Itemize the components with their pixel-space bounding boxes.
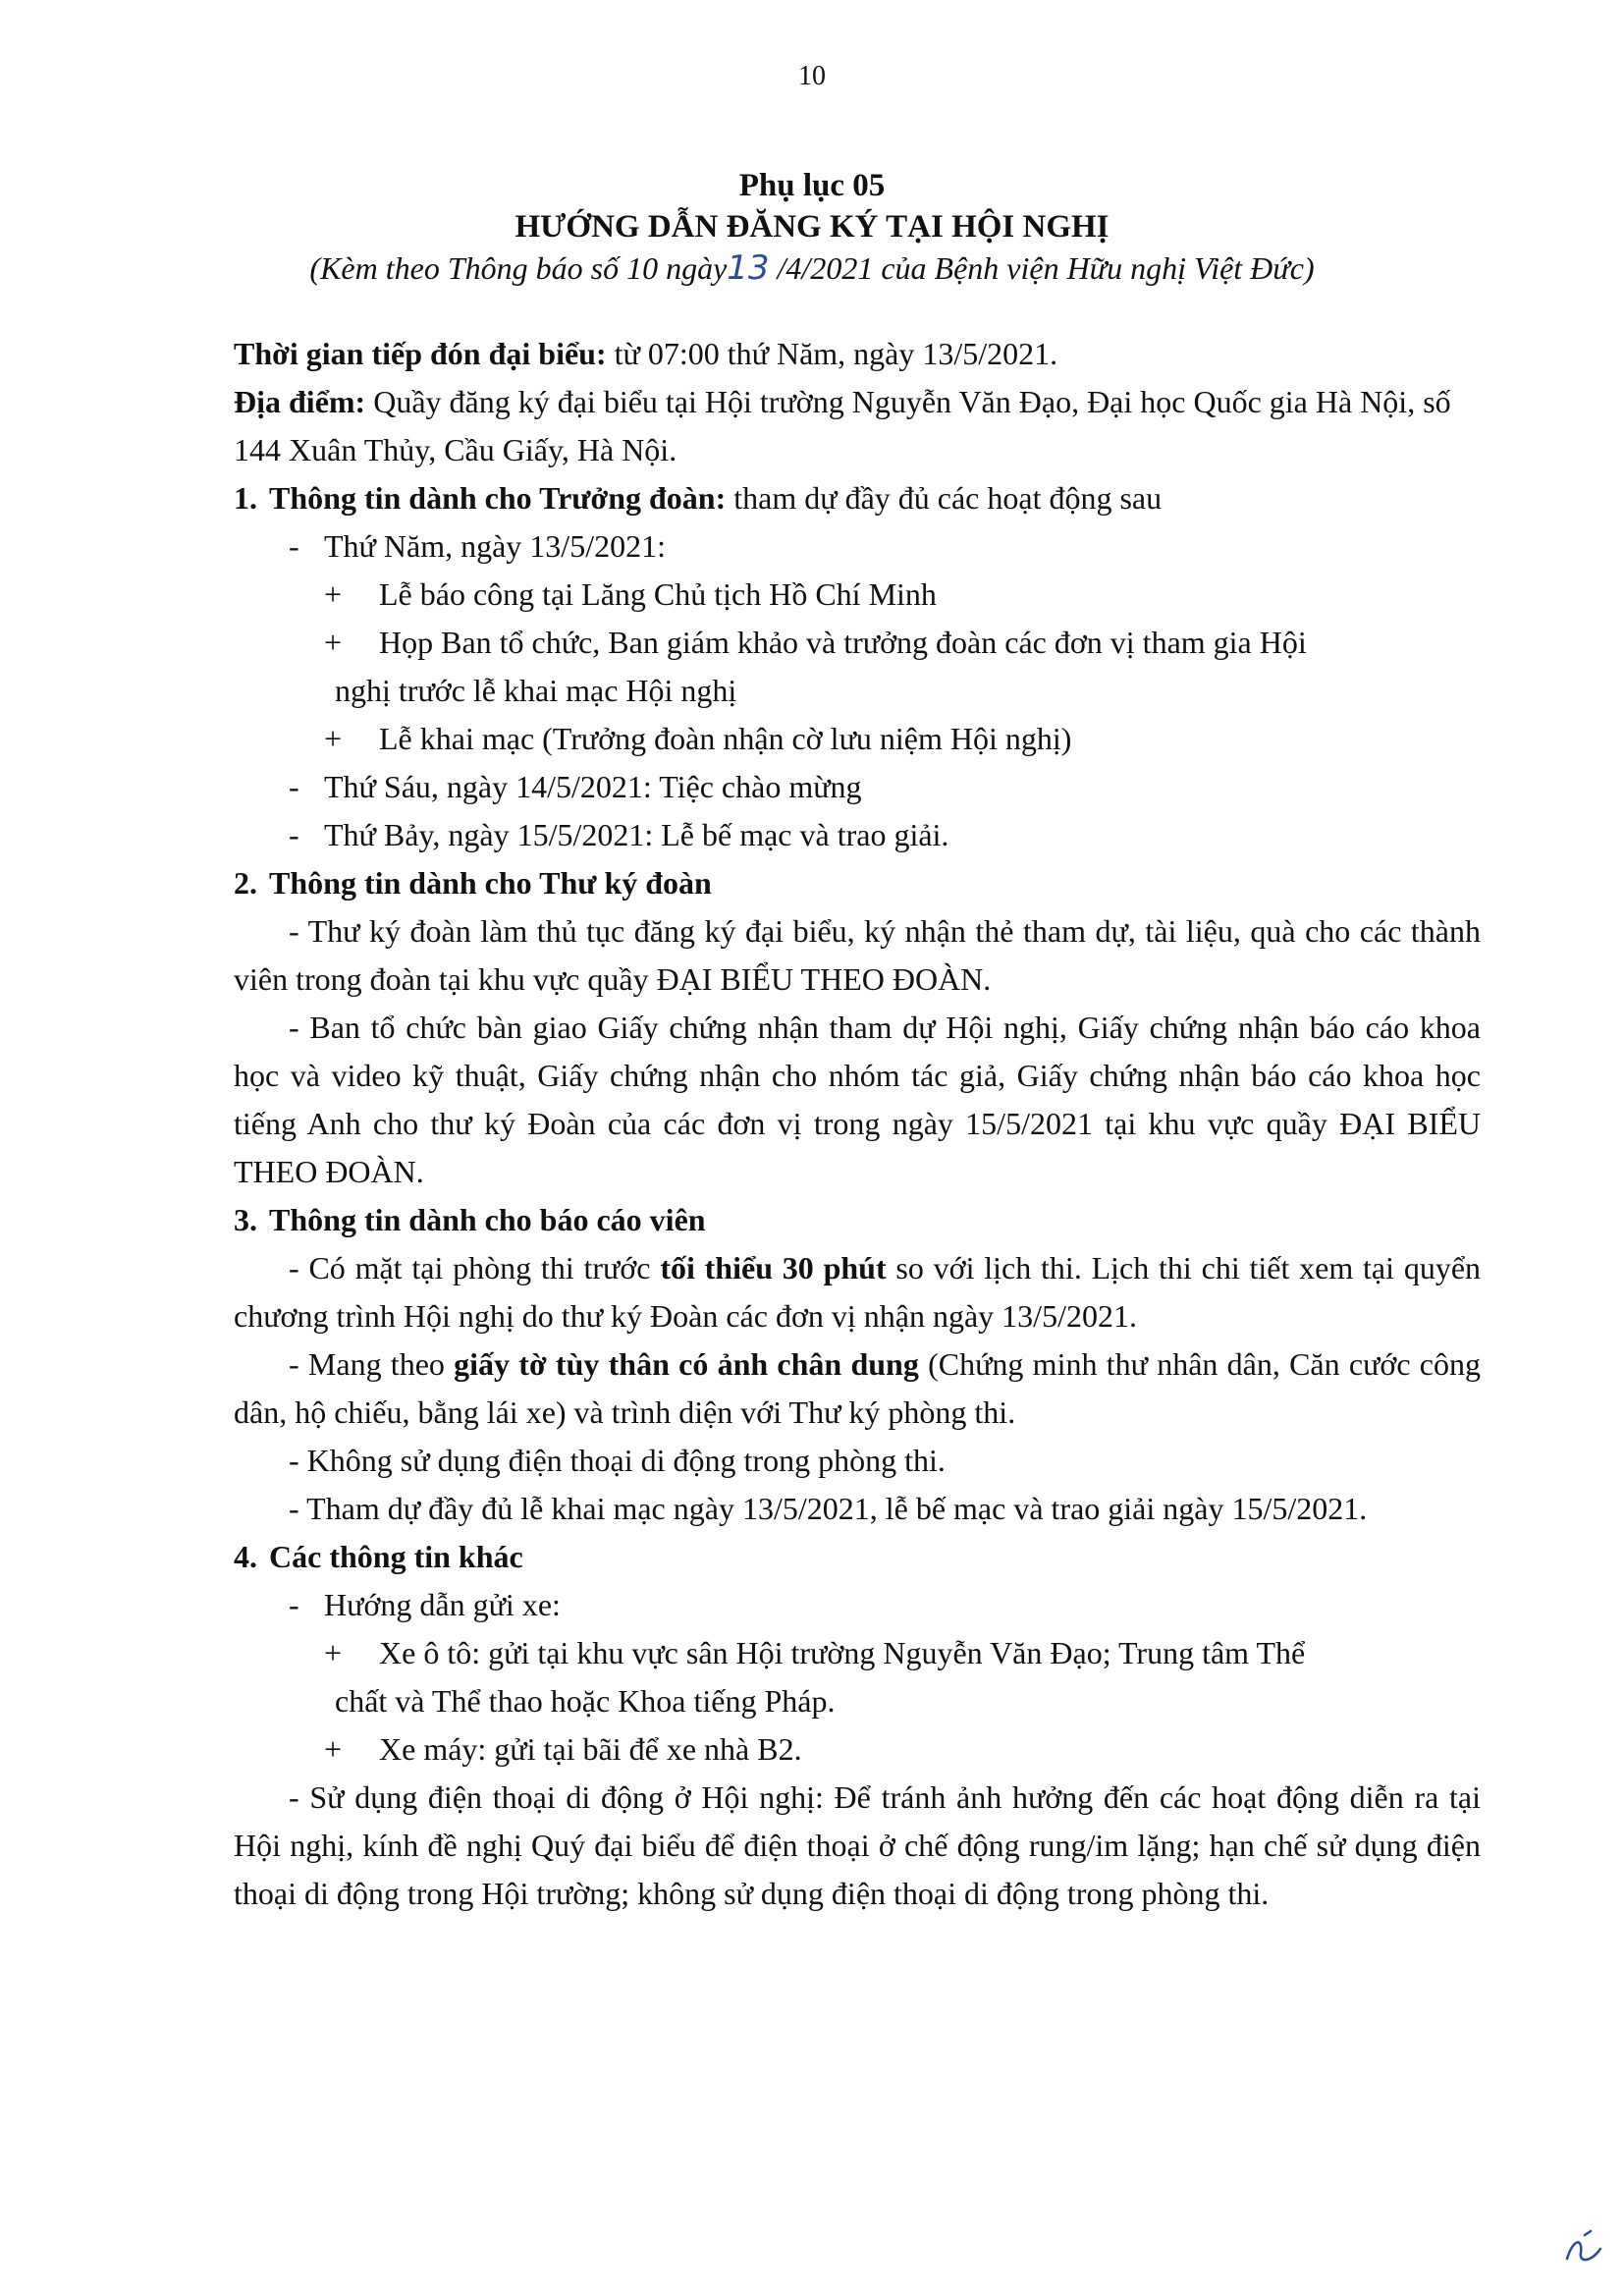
plus-bullet: +	[324, 1635, 343, 1670]
sub-list-item	[234, 1629, 1481, 1677]
list-item	[234, 763, 1481, 811]
venue	[234, 378, 1481, 474]
section-1-number: 1.	[234, 480, 257, 516]
attachment-note-suffix: /4/2021 của Bệnh viện Hữu nghị Việt Đức)	[769, 250, 1315, 286]
paragraph-text: Sử dụng điện thoại di động ở Hội nghị: Để tránh ảnh hưởng đến các hoạt động diễn ra tại Hội nghị, kính đề nghị Quý đại biểu để điện thoại ở chế động rung/im lặng; hạn chế sử dụng điện thoại di động trong Hội trường; không sử dụng điện thoại di động trong phòng thi.	[234, 1779, 1482, 1911]
sub-list-item-continuation: chất và Thể thao hoặc Khoa tiếng Pháp.	[335, 1683, 836, 1719]
paragraph-text: Không sử dụng điện thoại di động trong phòng thi.	[306, 1443, 946, 1478]
paragraph-text: Thư ký đoàn làm thủ tục đăng ký đại biểu, ký nhận thẻ tham dự, tài liệu, quà cho các thành viên trong đoàn tại khu vực quầy ĐẠI BIỂU THEO ĐOÀN.	[234, 913, 1482, 997]
dash-bullet: -	[289, 913, 299, 949]
section-2-number: 2.	[234, 865, 257, 901]
sub-list-item-text: Xe ô tô: gửi tại khu vực sân Hội trường Nguyễn Văn Đạo; Trung tâm Thể	[379, 1635, 1306, 1670]
sub-list-item-text: Lễ khai mạc (Trưởng đoàn nhận cờ lưu niệm Hội nghị)	[379, 721, 1072, 756]
list-item-text: Thứ Bảy, ngày 15/5/2021: Lễ bế mạc và trao giải.	[324, 817, 949, 852]
section-1-heading	[234, 474, 1481, 522]
paragraph-text: Ban tổ chức bàn giao Giấy chứng nhận tham dự Hội nghị, Giấy chứng nhận báo cáo khoa học và video kỹ thuật, Giấy chứng nhận cho nhóm tác giả, Giấy chứng nhận báo cáo khoa học tiếng Anh cho thư ký Đoàn của các đơn vị trong ngày 15/5/2021 tại khu vực quầy ĐẠI BIỂU THEO ĐOÀN.	[234, 1010, 1482, 1189]
list-item-text: Hướng dẫn gửi xe:	[324, 1587, 561, 1622]
sub-list-item-text: Xe máy: gửi tại bãi để xe nhà B2.	[379, 1731, 802, 1767]
paragraph-text-post: so với lịch thi. Lịch thi chi tiết xem tại quyển chương trình Hội nghị do thư ký Đoàn các đơn vị nhận ngày 13/5/2021.	[234, 1250, 1482, 1334]
appendix-title: Phụ lục 05	[738, 168, 886, 203]
reception-time-value: từ 07:00 thứ Năm, ngày 13/5/2021.	[606, 336, 1058, 371]
section-3-number: 3.	[234, 1202, 257, 1237]
plus-bullet: +	[324, 625, 343, 660]
paragraph-item	[234, 1004, 1481, 1196]
list-item-text: Thứ Sáu, ngày 14/5/2021: Tiệc chào mừng	[324, 769, 862, 804]
paragraph-text: Tham dự đầy đủ lễ khai mạc ngày 13/5/2021, lễ bế mạc và trao giải ngày 15/5/2021.	[306, 1491, 1368, 1526]
sub-list-item	[234, 619, 1481, 667]
section-3-title: Thông tin dành cho báo cáo viên	[269, 1202, 706, 1237]
dash-bullet: -	[289, 817, 299, 852]
list-item	[234, 522, 1481, 571]
section-4-heading	[234, 1533, 1481, 1581]
paragraph-text-pre: Mang theo	[307, 1346, 455, 1382]
document-header	[0, 165, 1624, 289]
venue-value: Quầy đăng ký đại biểu tại Hội trường Nguyễn Văn Đạo, Đại học Quốc gia Hà Nội, số 144 Xuân Thủy, Cầu Giấy, Hà Nội.	[234, 384, 1451, 467]
sub-list-item	[234, 715, 1481, 763]
dash-bullet: -	[289, 1346, 299, 1382]
paragraph-item	[234, 1244, 1481, 1340]
attachment-note	[0, 247, 1624, 289]
section-2-heading	[234, 859, 1481, 907]
handwritten-day: 13	[727, 248, 770, 288]
page-number: 10	[798, 61, 826, 91]
sub-list-item-text: Lễ báo công tại Lăng Chủ tịch Hồ Chí Minh	[379, 576, 937, 612]
dash-bullet: -	[289, 1779, 299, 1815]
list-item-text: Thứ Năm, ngày 13/5/2021:	[324, 528, 666, 564]
paragraph-item	[234, 1437, 1481, 1485]
section-2-title: Thông tin dành cho Thư ký đoàn	[269, 865, 712, 901]
list-item	[234, 1581, 1481, 1629]
section-1-rest: tham dự đầy đủ các hoạt động sau	[726, 480, 1163, 516]
section-1-title: Thông tin dành cho Trưởng đoàn:	[269, 480, 727, 516]
paragraph-text-pre: Có mặt tại phòng thi trước	[308, 1250, 661, 1285]
section-4-number: 4.	[234, 1539, 257, 1574]
document-title: HƯỚNG DẪN ĐĂNG KÝ TẠI HỘI NGHỊ	[514, 209, 1110, 245]
paragraph-item	[234, 1485, 1481, 1533]
paragraph-text-bold: tối thiểu 30 phút	[660, 1250, 887, 1285]
plus-bullet: +	[324, 1731, 343, 1767]
dash-bullet: -	[289, 1443, 299, 1478]
paragraph-text-bold: giấy tờ tùy thân có ảnh chân dung	[454, 1346, 919, 1382]
dash-bullet: -	[289, 528, 299, 564]
plus-bullet: +	[324, 721, 343, 756]
paragraph-item	[234, 1774, 1481, 1918]
dash-bullet: -	[289, 769, 299, 804]
sub-list-item-text: Họp Ban tổ chức, Ban giám khảo và trưởng đoàn các đơn vị tham gia Hội	[379, 625, 1307, 660]
section-4-title: Các thông tin khác	[269, 1539, 523, 1574]
venue-label: Địa điểm:	[234, 384, 366, 419]
document-body	[234, 330, 1481, 1918]
list-item	[234, 811, 1481, 859]
paragraph-item	[234, 1340, 1481, 1437]
attachment-note-prefix: (Kèm theo Thông báo số 10 ngày	[309, 250, 728, 286]
handwritten-initial-mark	[1561, 2229, 1606, 2269]
sub-list-item	[234, 571, 1481, 619]
reception-time-label: Thời gian tiếp đón đại biểu:	[234, 336, 607, 371]
section-3-heading	[234, 1196, 1481, 1244]
sub-list-item-continuation: nghị trước lễ khai mạc Hội nghị	[335, 673, 737, 708]
paragraph-text-post: (Chứng minh thư nhân dân, Căn cước công dân, hộ chiếu, bằng lái xe) và trình diện với Thư ký phòng thi.	[234, 1346, 1482, 1430]
dash-bullet: -	[289, 1010, 299, 1045]
reception-time	[234, 330, 1481, 378]
paragraph-item	[234, 907, 1481, 1004]
dash-bullet: -	[289, 1587, 299, 1622]
plus-bullet: +	[324, 576, 343, 612]
sub-list-item	[234, 1725, 1481, 1774]
dash-bullet: -	[289, 1491, 299, 1526]
dash-bullet: -	[289, 1250, 299, 1285]
